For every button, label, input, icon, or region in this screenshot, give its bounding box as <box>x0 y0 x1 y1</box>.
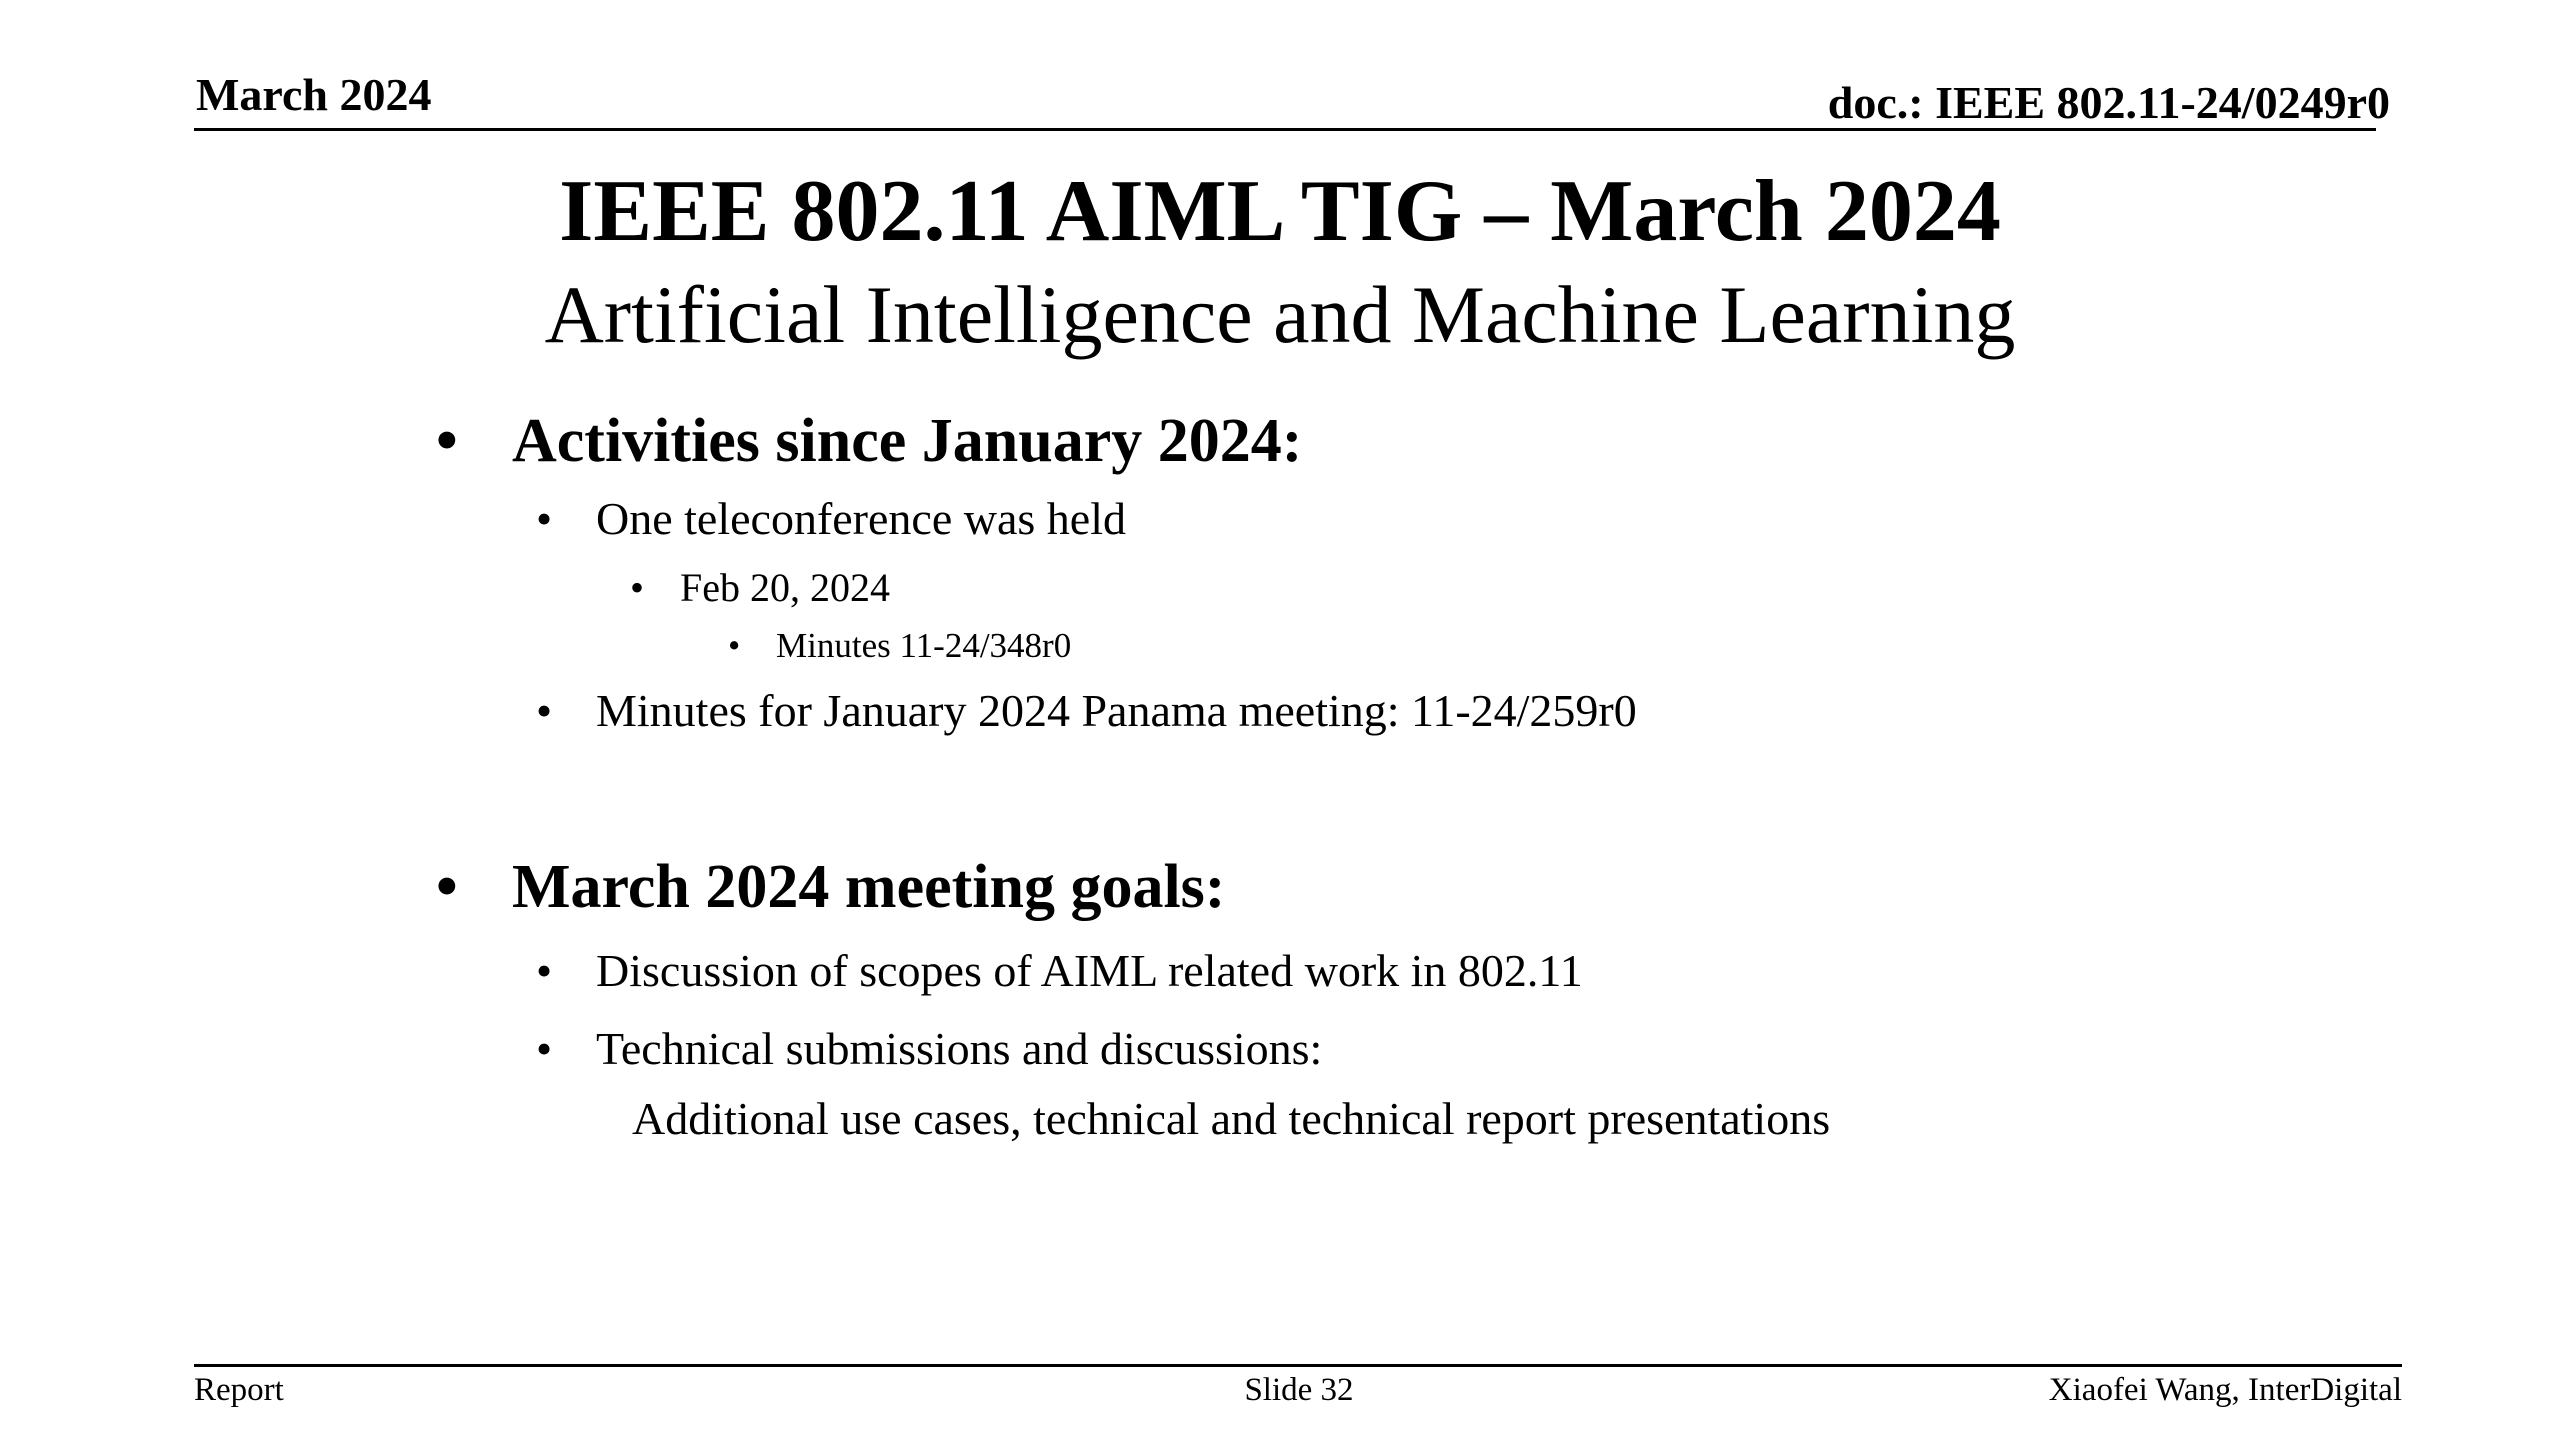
header-doc-id: doc.: IEEE 802.11-24/0249r0 <box>1827 77 2390 128</box>
list-item-date: Feb 20, 2024 <box>680 565 890 610</box>
header-divider <box>194 128 2376 131</box>
footer-author: Xiaofei Wang, InterDigital <box>2048 1372 2402 1408</box>
list-item-teleconference: One teleconference was held <box>596 493 1126 544</box>
footer-report-label: Report <box>194 1372 284 1408</box>
list-item-scopes: Discussion of scopes of AIML related work in 802.11 <box>596 945 1583 996</box>
footer-slide-number: Slide 32 <box>1244 1372 1354 1408</box>
bullet-marker: • <box>728 626 741 665</box>
section-heading-activities: Activities since January 2024: <box>512 407 1303 475</box>
bullet-marker: • <box>536 685 553 736</box>
footer-divider <box>194 1364 2402 1367</box>
list-item-submissions-continued: Additional use cases, technical and technical report presentations <box>632 1093 1831 1144</box>
list-item-minutes: Minutes 11-24/348r0 <box>776 626 1072 665</box>
bullet-marker: • <box>436 853 458 921</box>
bullet-marker: • <box>536 1023 553 1074</box>
bullet-marker: • <box>536 493 553 544</box>
slide-title: IEEE 802.11 AIML TIG – March 2024 <box>559 163 2001 260</box>
bullet-marker: • <box>536 945 553 996</box>
section-heading-goals: March 2024 meeting goals: <box>512 853 1226 921</box>
slide-subtitle: Artificial Intelligence and Machine Learning <box>544 269 2016 360</box>
bullet-marker: • <box>630 565 645 610</box>
header-date: March 2024 <box>196 69 432 120</box>
bullet-marker: • <box>436 407 458 475</box>
list-item-panama-minutes: Minutes for January 2024 Panama meeting: 11-24/259r0 <box>596 685 1637 736</box>
list-item-submissions: Technical submissions and discussions: <box>596 1023 1323 1074</box>
